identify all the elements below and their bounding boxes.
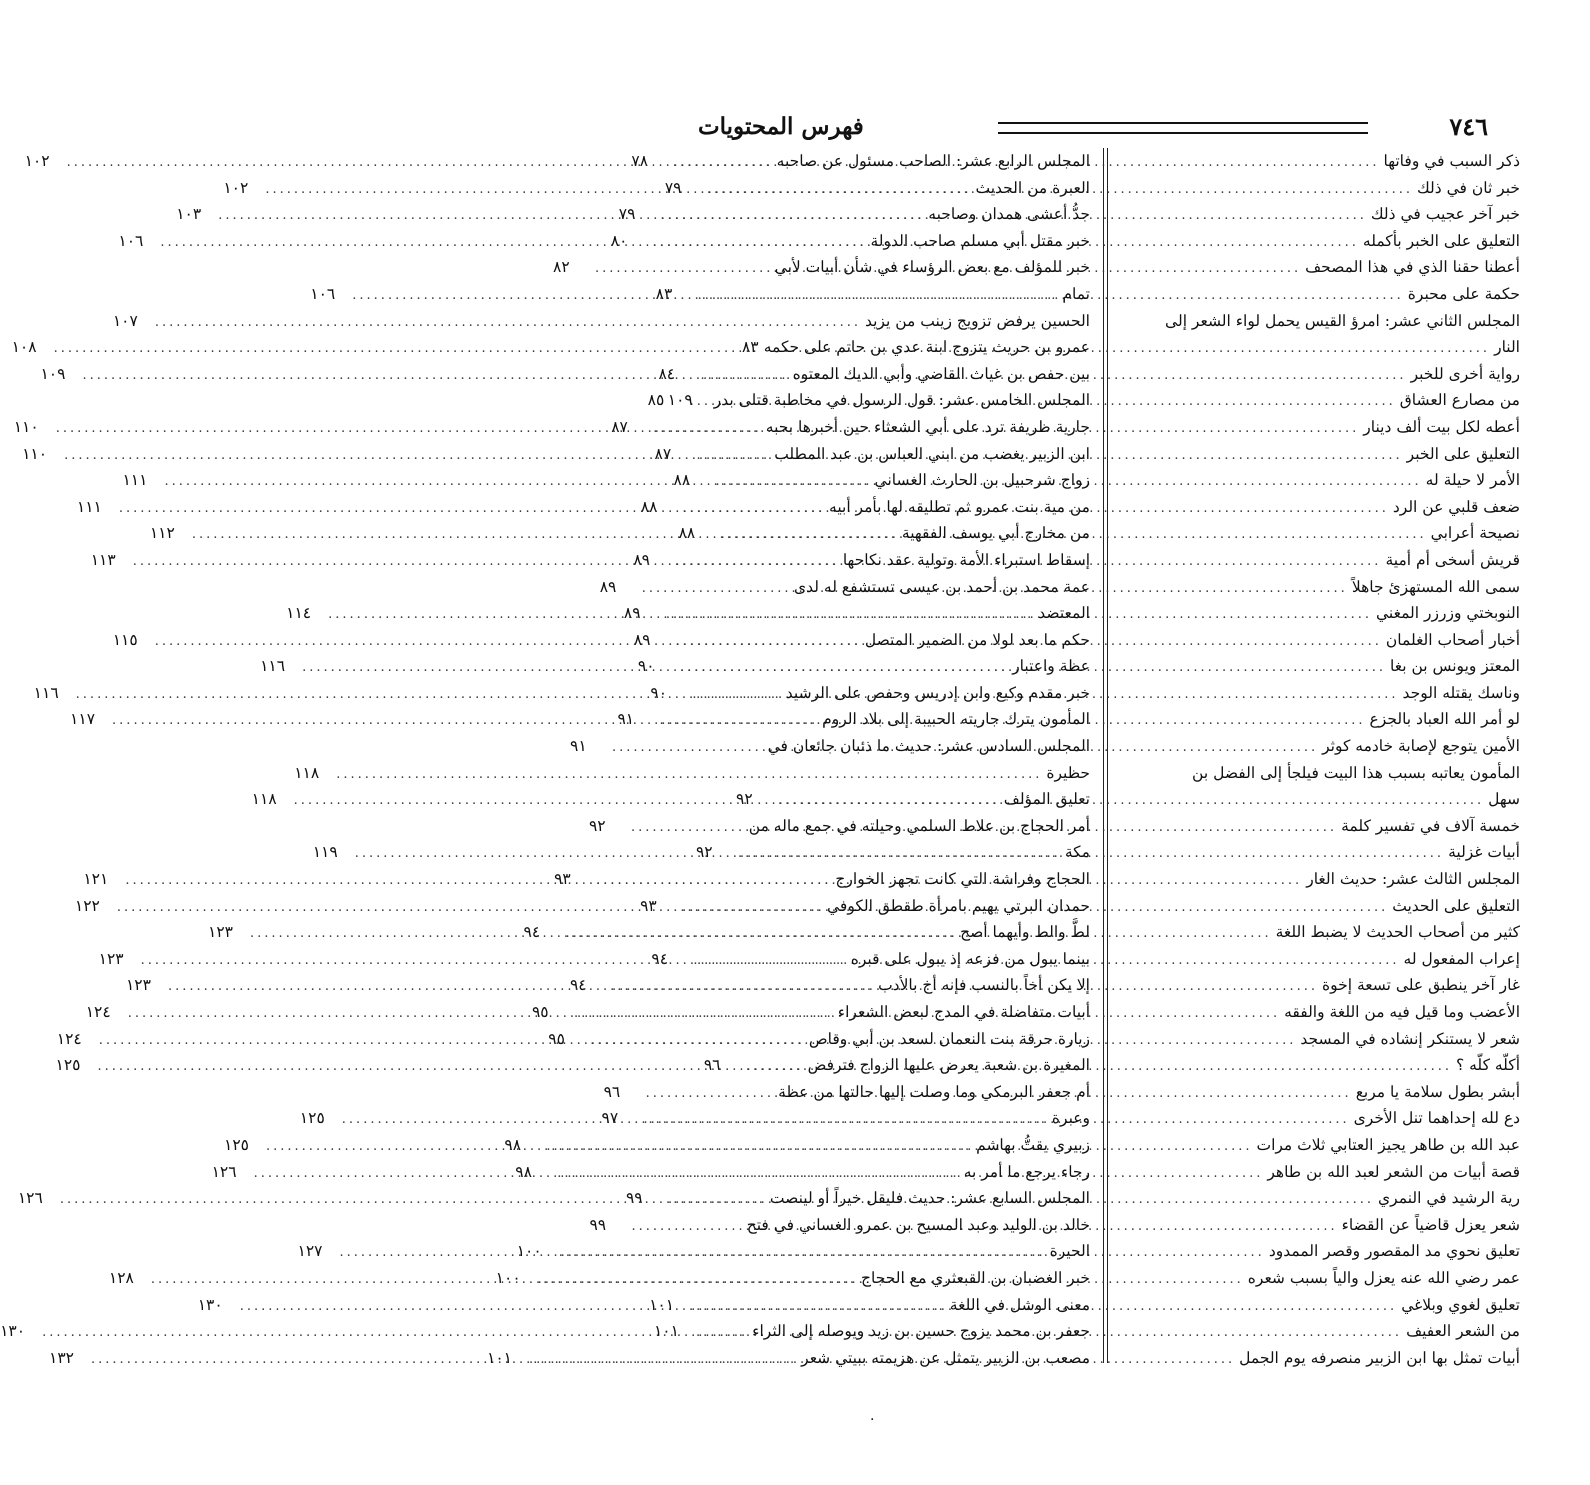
toc-entry-page: ١٠٠	[495, 1268, 521, 1287]
toc-entry-page: ١١٦	[33, 683, 59, 702]
toc-entry-page: ١١٩	[312, 843, 338, 862]
toc-entry	[1148, 760, 1520, 787]
toc-entry-page: ١٢٥	[55, 1056, 81, 1075]
toc-leader-dots	[352, 283, 1058, 310]
toc-entry-title: إسقاط استبراء الأمة وتولية عقد نكاحها	[842, 550, 1090, 569]
toc-leader-dots	[125, 868, 831, 895]
toc-leader-dots	[151, 1267, 857, 1294]
toc-leader-dots	[117, 895, 823, 922]
toc-entry	[700, 574, 1090, 601]
toc-entry-page: ١٢٦	[17, 1189, 43, 1208]
toc-leader-dots	[336, 762, 1042, 789]
toc-entry-title: كثير من أصحاب الحديث لا يضبط اللغة	[1275, 923, 1520, 942]
toc-entry-page: ٨٤	[658, 364, 676, 383]
toc-entry-page: ١٢٣	[125, 976, 151, 995]
toc-entry-page: ١٢٨	[108, 1268, 134, 1287]
toc-entry-page: ١٠٨	[11, 338, 37, 357]
toc-leader-dots	[56, 416, 762, 443]
toc-leader-dots	[160, 230, 866, 257]
footer-mark: .	[870, 1408, 875, 1424]
toc-leader-dots	[64, 443, 770, 470]
toc-entry-page: ١١١	[76, 497, 102, 516]
toc-leader-dots	[91, 1347, 797, 1374]
toc-entry-page: ٨٩	[633, 550, 650, 569]
toc-entry-title: ابن الزبير يغضب من ابني العباس بن عبد المطلب	[774, 444, 1090, 463]
toc-entry-title: الأعضب وما قيل فيه من اللغة والفقه	[1284, 1003, 1520, 1021]
toc-entry-title: خبر آخر عجيب في ذلك	[1370, 205, 1520, 224]
toc-leader-dots	[128, 1001, 834, 1028]
toc-entry-title: العبرة من الحديث	[975, 178, 1090, 197]
toc-entry-title: غار آخر ينطبق على تسعة إخوة	[1322, 976, 1520, 995]
toc-entry-page: ٨٢	[553, 258, 570, 277]
toc-entry-page: ٩١	[617, 710, 635, 729]
toc-leader-dots	[266, 1134, 972, 1161]
toc-entry-page: ١٠٠	[516, 1242, 542, 1261]
toc-entry-title: جارية ظريفة ترد على أبي الشعثاء حين أخبرها بحبه	[765, 417, 1090, 436]
toc-entry-title: تعليق نحوي مد المقصور وقصر الممدود	[1268, 1242, 1520, 1261]
toc-entry-page: ٨٨	[640, 497, 658, 516]
toc-entry-title: معنى الوشل في اللغة	[949, 1295, 1090, 1314]
toc-entry-title: رواية أخرى للخبر	[1410, 364, 1520, 383]
toc-entry-page: ٩٤	[569, 976, 587, 995]
toc-entry-title: قصة أبيات من الشعر لعبد الله بن طاهر	[1267, 1162, 1520, 1181]
toc-entry-page: ٩٢	[695, 843, 713, 862]
toc-entry-title: حكمة على محبرة	[1407, 284, 1520, 303]
toc-entry-page: ٩٩	[625, 1189, 643, 1208]
toc-entry-title: مصعب بن الزبير يتمثل عن هزيمته ببيتي شعر	[801, 1348, 1090, 1367]
toc-entry-page: ١٢٣	[208, 923, 234, 942]
toc-entry-page: ١١٣	[90, 550, 116, 569]
toc-entry-page: ١٠٦	[118, 231, 144, 250]
toc-entry-title: رجاء يرجع ما أمر به	[963, 1162, 1090, 1181]
toc-entry-title: أخبار أصحاب الغلمان	[1385, 630, 1520, 649]
toc-entry-title: من مصارع العشاق	[1399, 391, 1520, 410]
toc-entry-title: حكم ما بعد لولا من الضمير المتصل	[864, 630, 1090, 649]
header-rule	[998, 122, 1368, 134]
toc-leader-dots	[342, 1107, 1048, 1134]
toc-entry-page: ٨٨	[678, 524, 696, 543]
page-title: فهرس المحتويات	[698, 113, 864, 140]
toc-entry-title: عمة محمد بن أحمد بن عيسى تستشفع له لدى	[794, 577, 1090, 596]
toc-entry-title: المجلس السابع عشر: حديث فليقل خيراً أو لينصت	[769, 1189, 1090, 1208]
toc-entry-page: ١٠٢	[24, 152, 50, 170]
toc-entry-page: ١٠٩	[40, 364, 66, 383]
toc-entry-title: سمى الله المستهزئ جاهلاً	[1351, 577, 1520, 596]
toc-entry-page: ٩٠	[650, 683, 668, 702]
toc-entry	[55, 1052, 1090, 1079]
toc-entry-title: أعطه لكل بيت ألف دينار	[1363, 417, 1520, 436]
toc-entry-title: الأمر لا حيلة له	[1425, 471, 1520, 490]
toc-entry	[667, 387, 1090, 414]
toc-entry-title: المجلس السادس عشر: حديث ما ذئبان جائعان في	[767, 737, 1090, 756]
toc-entry-page: ٨٩	[623, 604, 641, 623]
toc-entry-page: ٩٦	[603, 1082, 621, 1101]
toc-entry-title: إعراب المفعول له	[1403, 949, 1520, 968]
toc-entry-page: ٩٤	[523, 923, 541, 942]
toc-entry-title: خبر مقدم وكيع وابن إدريس وحفص على الرشيد	[785, 683, 1090, 702]
toc-entry-title: لطَّ والط وأيهما أصح	[960, 923, 1090, 942]
toc-entry-page: ١١٢	[149, 524, 175, 543]
toc-entry-title: بين حفص بن غياث القاضي وأبي الديك المعتوه	[792, 364, 1090, 383]
toc-entry-title: دع لله إحداهما تنل الأخرى	[1353, 1109, 1520, 1128]
toc-entry-title: قريش أسخى أم أمية	[1385, 550, 1520, 569]
toc-leader-dots	[99, 1028, 805, 1055]
toc-entry-page: ١٢٥	[299, 1109, 325, 1128]
toc-entry-title: خبر مقتل أبي مسلم صاحب الدولة	[870, 231, 1090, 250]
toc-entry-page: ٧٩	[664, 178, 682, 197]
toc-entry-page: ١٠٣	[176, 205, 202, 224]
toc-leader-dots	[240, 1294, 946, 1321]
toc-entry-title: أعطنا حقنا الذي في هذا المصحف	[1305, 258, 1520, 277]
toc-entry	[700, 813, 1090, 840]
toc-entry-title: زبيري يقتُّ بهاشم	[976, 1135, 1090, 1154]
toc-entry-title: التعليق على الخبر	[1406, 444, 1520, 463]
toc-entry	[700, 254, 1090, 281]
toc-entry-title: المجلس الثالث عشر: حديث الغار	[1306, 870, 1520, 889]
toc-entry-page: ١٢٧	[297, 1242, 323, 1261]
toc-entry-page: ٩٢	[736, 790, 753, 809]
toc-entry-page: ٧٨	[631, 152, 649, 170]
toc-entry-page: ٩٦	[703, 1056, 721, 1075]
toc-entry-page: ٨٥	[647, 391, 665, 410]
toc-entry-page: ٩٩	[589, 1215, 607, 1234]
toc-entry-page: ١١١	[122, 471, 148, 490]
toc-entry-title: الحيرة	[1049, 1242, 1090, 1261]
toc-entry-page: ٩٤	[651, 949, 669, 968]
toc-entry-title: المجلس الثاني عشر: امرؤ القيس يحمل لواء الشعر إلى	[1165, 311, 1520, 330]
toc-entry-page: ٨٣	[655, 284, 673, 303]
toc-entry-page: ٩٨	[515, 1162, 532, 1181]
toc-entry-title: بينما يبول من فزعه إذ يبول على قبره	[850, 949, 1090, 968]
toc-entry-title: أمر الحجاج بن علاط السلمي وحيلته في جمع ماله من	[748, 816, 1090, 835]
toc-entry-page: ٨٠	[610, 231, 628, 250]
toc-entry-page: ٩٢	[588, 816, 606, 835]
toc-leader-dots	[218, 203, 924, 230]
toc-leader-dots	[265, 177, 971, 204]
toc-entry-title: رية الرشيد في النمري	[1378, 1189, 1520, 1208]
toc-leader-dots	[133, 549, 839, 576]
toc-entry-page: ١٢٣	[98, 949, 124, 968]
toc-entry-title: لو أمر الله العباد بالجزع	[1369, 710, 1520, 729]
toc-entry-title: عمرو بن حريث يتزوج ابنة عدي بن حاتم على حكمه	[763, 338, 1090, 357]
toc-entry-title: النار	[1494, 338, 1520, 357]
toc-entry	[700, 733, 1090, 760]
toc-entry-title: المجلس الرابع عشر: الصاحب مسئول عن صاحبه	[776, 152, 1090, 170]
toc-leader-dots	[192, 522, 898, 549]
toc-leader-dots	[254, 1161, 960, 1188]
toc-entry-page: ١٠٦	[310, 284, 336, 303]
toc-entry	[312, 839, 1090, 866]
toc-entry-page: ٩٥	[548, 1029, 565, 1048]
toc-entry-title: ضعف قلبي عن الرد	[1392, 497, 1520, 516]
toc-entry-page: ١٢٢	[74, 896, 100, 915]
toc-entry-title: عبد الله بن طاهر يجيز العتابي ثلاث مرات	[1256, 1135, 1520, 1154]
toc-leader-dots	[250, 921, 956, 948]
toc-entry-title: خالد بن الوليد وعبد المسيح بن عمرو الغساني في فتح	[746, 1215, 1090, 1234]
toc-leader-dots	[98, 1054, 804, 1081]
toc-entry-title: تعليق المؤلف	[1003, 790, 1090, 809]
toc-entry-page: ٨٧	[611, 417, 628, 436]
toc-entry-page: ١١٠	[22, 444, 48, 463]
toc-entry-page: ١١٤	[286, 604, 312, 623]
toc-entry-title: جعفر بن محمد يزوج حسين بن زيد ويوصله إلى الثراء	[752, 1322, 1090, 1341]
toc-entry-title: خبر للمؤلف مع بعض الرؤساء في شأن أبيات لأبي	[774, 258, 1090, 277]
toc-entry-page: ١٠٧	[112, 311, 138, 330]
toc-entry-title: تعليق لغوي وبلاغي	[1401, 1295, 1520, 1314]
toc-entry-title: أبشر بطول سلامة يا مربع	[1355, 1082, 1520, 1101]
toc-leader-dots	[168, 974, 874, 1001]
toc-entry	[112, 308, 1090, 335]
toc-entry-page: ٩٣	[640, 896, 657, 915]
toc-entry	[1148, 308, 1520, 335]
toc-entry-title: وعبرة	[1051, 1109, 1090, 1128]
toc-entry-page: ٩٠	[637, 657, 655, 676]
toc-entry-page: ١٣٠	[197, 1295, 223, 1314]
toc-entry	[700, 1079, 1090, 1106]
toc-entry-title: خمسة آلاف في تفسير كلمة	[1341, 816, 1520, 835]
toc-entry-page: ١٢٦	[211, 1162, 237, 1181]
toc-entry-title: خبر الغضبان بن القبعثري مع الحجاج	[861, 1268, 1090, 1287]
toc-entry-title: زيارة حرقة بنت النعمان لسعد بن أبي وقاص	[808, 1029, 1090, 1048]
toc-leader-dots	[112, 708, 818, 735]
toc-entry-page: ٧٩	[618, 205, 636, 224]
toc-entry-page: ٩٧	[601, 1109, 619, 1128]
toc-entry-page: ٩٣	[554, 870, 571, 889]
toc-entry-title: سهل	[1488, 790, 1520, 809]
toc-entry-title: من مية بنت عمرو ثم تطليقه لها بأمر أبيه	[829, 497, 1090, 516]
toc-entry-title: التعليق على الخبر بأكمله	[1362, 231, 1520, 250]
toc-entry-title: زواج شرحبيل بن الحارث الغساني	[874, 471, 1090, 490]
toc-entry-title: الحجاج وفراشة التي كانت تجهز الخوارج	[835, 870, 1090, 889]
toc-entry-page: ٨٨	[673, 471, 691, 490]
toc-entry-page: ٩٥	[531, 1003, 549, 1021]
toc-entry-page: ١٠٩	[667, 391, 693, 410]
toc-entry-page: ٩١	[570, 737, 587, 756]
toc-entry-page: ٨٧	[654, 444, 672, 463]
toc-leader-dots	[42, 1320, 748, 1347]
toc-entry-title: عظة واعتبار	[1012, 657, 1090, 676]
toc-entry-title: وناسك يقتله الوجد	[1402, 683, 1520, 702]
toc-entry-page: ١١٧	[70, 710, 96, 729]
toc-entry-title: المغيرة بن شعبة يعرض عليها الزواج فترفض	[807, 1056, 1090, 1075]
toc-entry-title: شعر لا يستنكر إنشاده في المسجد	[1300, 1029, 1520, 1048]
toc-entry-title: ذكر السبب في وفاتها	[1383, 152, 1520, 170]
toc-entry-title: مكة	[1064, 843, 1090, 862]
toc-entry-page: ١٠١	[649, 1295, 675, 1314]
toc-leader-dots	[119, 496, 825, 523]
toc-entry-title: جدُّ أعشى همدان وصاحبه	[928, 205, 1090, 224]
toc-leader-dots	[54, 336, 760, 363]
toc-entry-title: حظيرة	[1046, 763, 1090, 782]
toc-entry-title: المأمون يترك جاريته الحبيبة إلى بلاد الروم	[822, 710, 1090, 729]
toc-leader-dots	[355, 841, 1061, 868]
toc-entry-title: إلا يكن أخاً بالنسب فإنه أخ بالأدب	[878, 976, 1090, 995]
toc-entry-page: ٨٣	[741, 338, 759, 357]
toc-entry-title: شعر يعزل قاضياً عن القضاء	[1341, 1215, 1520, 1234]
toc-leader-dots	[67, 150, 773, 177]
toc-entry-title: أم جعفر البرمكي وما وصلت إليها حالتها من عظة	[778, 1082, 1090, 1101]
toc-entry-page: ٨٩	[599, 577, 617, 596]
toc-entry-page: ٩٨	[504, 1135, 522, 1154]
toc-leader-dots	[340, 1240, 1046, 1267]
toc-leader-dots	[76, 682, 782, 709]
toc-entry	[11, 334, 1090, 361]
toc-entry-title: خبر ثان في ذلك	[1416, 178, 1520, 197]
toc-entry-title: الحسين يرفض تزويج زينب من يزيد	[864, 311, 1090, 330]
toc-entry-page: ١٠١	[653, 1322, 679, 1341]
toc-entry-title: أبيات تمثل بها ابن الزبير منصرفه يوم الجمل	[1239, 1348, 1520, 1367]
toc-entry	[294, 760, 1090, 787]
toc-entry-page: ١٢٥	[224, 1135, 249, 1154]
toc-entry-page: ١١٠	[13, 417, 39, 436]
toc-leader-dots	[141, 948, 847, 975]
page-number: ٧٤٦	[1449, 112, 1488, 141]
toc-entry	[251, 786, 1090, 813]
toc-entry-page: ١٠٢	[223, 178, 249, 197]
toc-entry-title: النوبختي وزرزر المغني	[1376, 604, 1520, 623]
toc-entry-title: المعتضد	[1038, 604, 1090, 623]
toc-leader-dots	[302, 655, 1008, 682]
toc-leader-dots	[328, 602, 1034, 629]
toc-leader-dots	[155, 629, 861, 656]
toc-leader-dots	[155, 310, 861, 337]
toc-entry	[700, 1212, 1090, 1239]
toc-entry-title: عمر رضي الله عنه يعزل والياً بسبب شعره	[1247, 1268, 1520, 1287]
toc-entry-page: ١١٦	[260, 657, 286, 676]
toc-leader-dots	[82, 363, 788, 390]
toc-entry-page: ١١٨	[251, 790, 277, 809]
toc-entry-title: المأمون يعاتبه بسبب هذا البيت فيلجأ إلى الفضل بن	[1192, 763, 1520, 782]
toc-leader-dots	[164, 469, 870, 496]
toc-entry-page: ١١٨	[294, 763, 320, 782]
toc-entry-page: ٨٩	[633, 630, 651, 649]
toc-entry-title: من مخارج أبي يوسف الفقهية	[901, 524, 1090, 543]
toc-entry-title: التعليق على الحديث	[1392, 896, 1520, 915]
page-header	[698, 112, 1488, 148]
toc-entry-page: ١٢٤	[85, 1003, 111, 1021]
toc-entry-page: ١٠١	[487, 1348, 512, 1367]
toc-entry-page: ١٢٤	[56, 1029, 82, 1048]
toc-entry-title: المجلس الخامس عشر: قول الرسول في مخاطبة قتلى بدر	[713, 391, 1090, 410]
toc-entry-page: ١٣٠	[0, 1322, 26, 1341]
toc-entry-title: المعتز ويونس بن بغا	[1390, 657, 1520, 676]
toc-entry-page: ١١٥	[112, 630, 138, 649]
toc-entry-title: تمام	[1062, 284, 1090, 303]
toc-entry-page: ١٣٢	[49, 1348, 75, 1367]
toc-entry-title: أبيات متفاضلة في المدح لبعض الشعراء	[837, 1003, 1090, 1021]
toc-leader-dots	[294, 788, 1000, 815]
toc-entry-title: أبيات غزلية	[1448, 843, 1520, 862]
toc-entry-title: الأمين يتوجع لإصابة خادمه كوثر	[1322, 737, 1520, 756]
toc-entry-title: نصيحة أعرابي	[1430, 524, 1520, 543]
toc-entry-title: أكلّه كلّه ؟	[1455, 1056, 1520, 1075]
toc-leader-dots	[60, 1187, 766, 1214]
toc-entry-title: من الشعر العفيف	[1406, 1322, 1520, 1341]
toc-entry-title: حمدان البرتي يهيم بامرأة طقطق الكوفي	[826, 896, 1090, 915]
toc-entry-page: ١٢١	[83, 870, 109, 889]
